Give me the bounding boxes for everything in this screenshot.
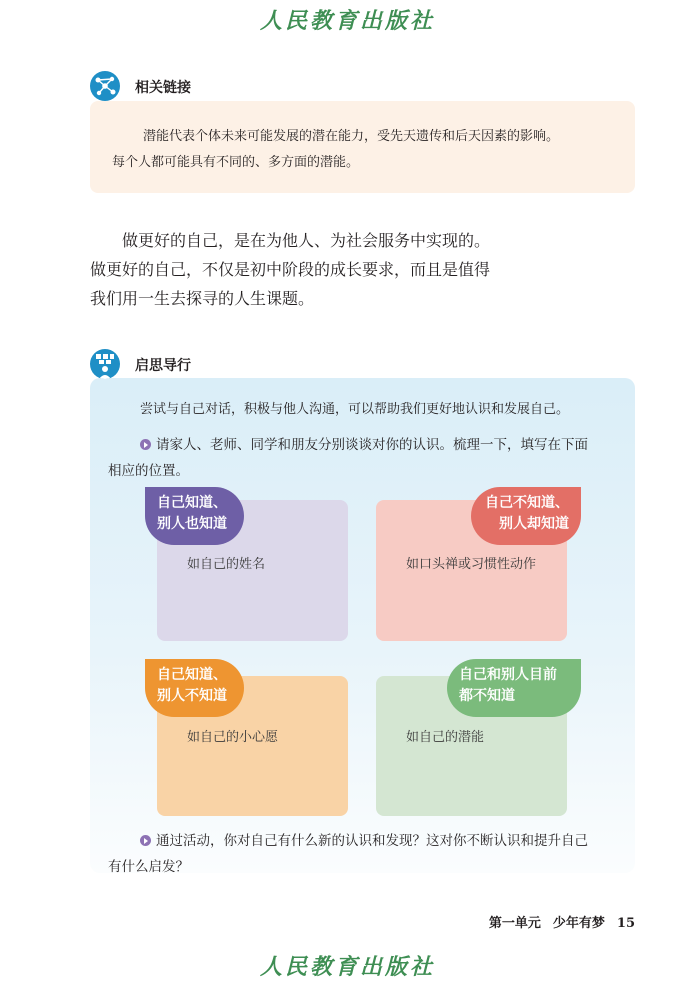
publisher-logo-top: 人民教育出版社 — [259, 8, 435, 34]
quadrant-2-example: 如口头禅或习惯性动作 — [406, 557, 537, 572]
related-link-title: 相关链接 — [135, 80, 191, 96]
unit-title: 少年有梦 — [552, 916, 605, 931]
body-line-3: 我们用一生去探寻的人生课题。 — [90, 289, 315, 308]
task-2-line-1: 通过活动，你对自己有什么新的认识和发现？这对你不断认识和提升自己 — [140, 829, 588, 849]
network-icon — [90, 71, 120, 101]
quadrant-2-label: 自己不知道、 别人却知道 — [471, 487, 581, 545]
quadrant-1-example: 如自己的姓名 — [187, 557, 266, 572]
quadrant-3-label: 自己知道、 别人不知道 — [145, 659, 244, 717]
related-link-line-1: 潜能代表个体未来可能发展的潜在能力，受先天遗传和后天因素的影响。 — [143, 129, 560, 144]
quadrant-4-example: 如自己的潜能 — [406, 730, 485, 745]
unit-label: 第一单元 — [488, 916, 541, 931]
page-footer — [477, 912, 635, 931]
task-2-line-2: 有什么启发？ — [108, 859, 189, 875]
play-bullet-icon — [140, 835, 151, 846]
body-line-1: 做更好的自己，是在为他人、为社会服务中实现的。 — [122, 231, 491, 250]
guide-title: 启思导行 — [135, 358, 191, 374]
task-1-line-1: 请家人、老师、同学和朋友分别谈谈对你的认识。梳理一下，填写在下面 — [140, 433, 588, 453]
related-link-box — [90, 101, 635, 193]
page-number: 15 — [616, 916, 635, 931]
puzzle-figure-icon — [90, 349, 120, 379]
quadrant-4-label: 自己和别人目前 都不知道 — [447, 659, 581, 717]
quadrant-1-label: 自己知道、 别人也知道 — [145, 487, 244, 545]
play-bullet-icon — [140, 439, 151, 450]
publisher-logo-bottom: 人民教育出版社 — [259, 954, 435, 980]
task-1-line-2: 相应的位置。 — [108, 463, 189, 479]
guide-intro: 尝试与自己对话，积极与他人沟通，可以帮助我们更好地认识和发展自己。 — [140, 402, 570, 417]
quadrant-3-example: 如自己的小心愿 — [187, 730, 279, 745]
body-line-2: 做更好的自己，不仅是初中阶段的成长要求，而且是值得 — [90, 260, 491, 279]
related-link-line-2: 每个人都可能具有不同的、多方面的潜能。 — [112, 155, 360, 170]
